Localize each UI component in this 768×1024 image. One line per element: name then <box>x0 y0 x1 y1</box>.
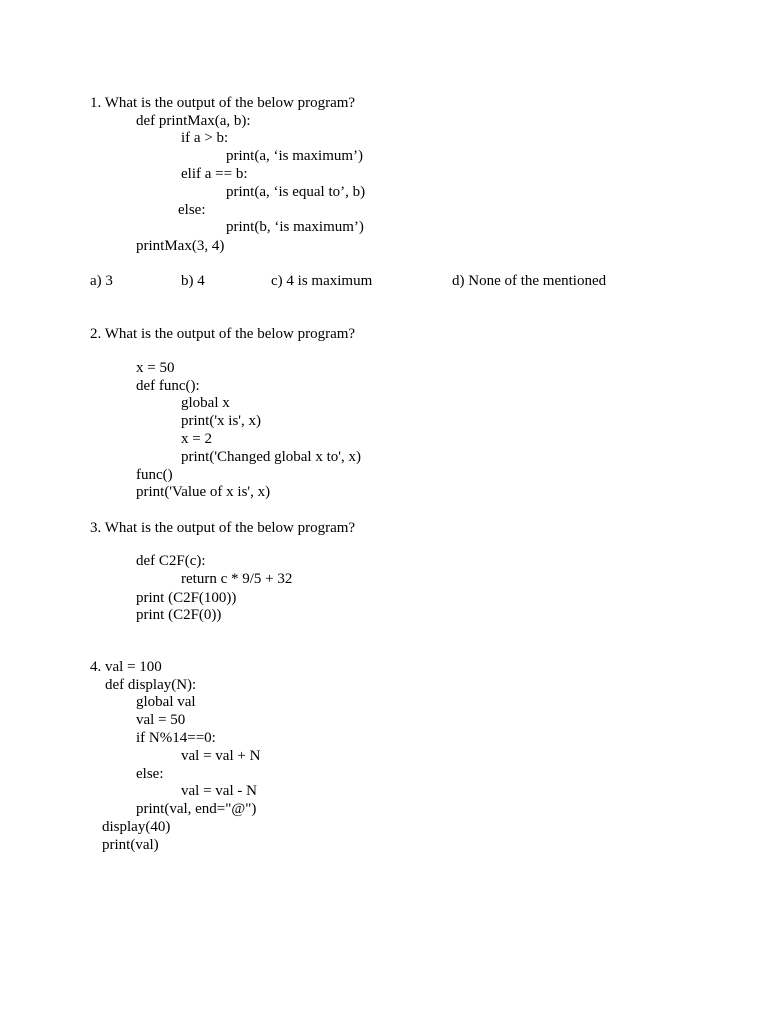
q1-code-line: print(a, ‘is maximum’) <box>226 148 364 164</box>
q2-code-line: x = 2 <box>181 431 212 447</box>
q1-code-line: printMax(3, 4) <box>136 238 225 254</box>
q2-code-line: x = 50 <box>136 360 175 376</box>
q3-code-line: print (C2F(0)) <box>136 607 222 623</box>
q4-code-line: val = val - N <box>181 783 257 799</box>
q1-code-line: print(a, ‘is equal to’, b) <box>226 184 366 200</box>
q2-code-line: func() <box>136 467 173 483</box>
q2-code-line: def func(): <box>136 378 200 394</box>
question-4: 4. val = 100 <box>90 659 162 675</box>
q4-code-line: val = 50 <box>136 712 186 728</box>
q1-option-a: a) 3 <box>90 273 113 289</box>
q1-code-line: else: <box>178 202 206 218</box>
q3-code-line: print (C2F(100)) <box>136 590 237 606</box>
q4-code-line: display(40) <box>102 819 171 835</box>
question-3: 3. What is the output of the below program? <box>90 520 356 536</box>
q4-code-line: print(val, end="@") <box>136 801 257 817</box>
q1-option-b: b) 4 <box>181 273 205 289</box>
q3-code-line: return c * 9/5 + 32 <box>181 571 293 587</box>
q4-code-line: print(val) <box>102 837 159 853</box>
q1-code-line: elif a == b: <box>181 166 248 182</box>
q2-code-line: print('Value of x is', x) <box>136 484 271 500</box>
q1-option-c: c) 4 is maximum <box>271 273 373 289</box>
q4-code-line: val = val + N <box>181 748 261 764</box>
q4-code-line: def display(N): <box>105 677 197 693</box>
q2-code-line: global x <box>181 395 230 411</box>
q1-code-line: if a > b: <box>181 130 229 146</box>
q3-code-line: def C2F(c): <box>136 553 206 569</box>
q1-code-line: def printMax(a, b): <box>136 113 251 129</box>
q1-option-d: d) None of the mentioned <box>452 273 607 289</box>
q1-code-line: print(b, ‘is maximum’) <box>226 219 364 235</box>
q4-code-line: global val <box>136 694 196 710</box>
question-1: 1. What is the output of the below program? <box>90 95 356 111</box>
q4-code-line: if N%14==0: <box>136 730 216 746</box>
q2-code-line: print('x is', x) <box>181 413 261 429</box>
question-2: 2. What is the output of the below program? <box>90 326 356 342</box>
q2-code-line: print('Changed global x to', x) <box>181 449 361 465</box>
q4-code-line: else: <box>136 766 164 782</box>
